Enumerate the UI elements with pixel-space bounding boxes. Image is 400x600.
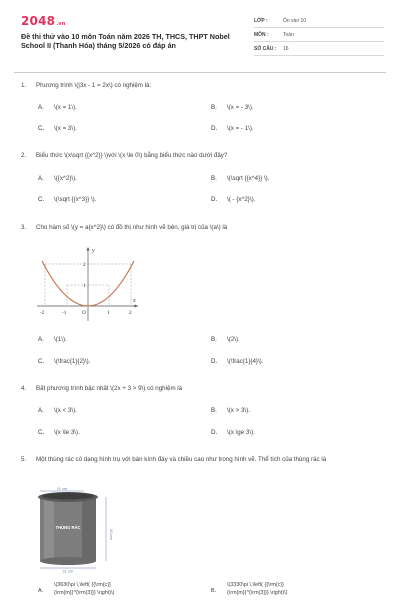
header-divider — [14, 72, 386, 73]
option-label: C. — [38, 358, 45, 365]
question-text: Bất phương trình bậc nhất \(2x + 3 > 9\) có nghiệm là — [36, 385, 183, 392]
option-label: B. — [211, 175, 217, 182]
logo-text: 2048 — [21, 14, 56, 28]
bottom-dimension-label: 11 cm — [62, 568, 74, 573]
meta-value: Toán — [283, 32, 294, 38]
side-dimension-label: 30 cm — [109, 529, 114, 540]
exam-title: Đề thi thử vào 10 môn Toán năm 2026 TH, THCS, THPT Nobel School II (Thanh Hóa) tháng 5/2026 có đáp án — [21, 32, 230, 50]
bin-base — [40, 557, 96, 565]
logo-suffix: .vn — [56, 21, 66, 27]
option-text: \(x = - 3\). — [227, 104, 254, 111]
option-text: \( - {x^2}\). — [227, 196, 256, 203]
option-text: \(x \ge 3\). — [227, 429, 255, 436]
option-a[interactable] — [38, 336, 67, 344]
option-c[interactable] — [38, 429, 80, 437]
option-text: \(x \le 3\). — [54, 429, 80, 436]
option-text-line: \(3330\pi \,\left( {{\rm{c}} — [227, 582, 284, 588]
question-number: 4. — [21, 385, 27, 392]
question-1 — [21, 82, 381, 132]
y-tick-label: 2 — [83, 262, 86, 268]
question-number: 2. — [21, 152, 27, 159]
option-b[interactable] — [211, 407, 250, 415]
option-text: \(x < 3\). — [54, 407, 77, 414]
x-tick-label: -2 — [40, 310, 45, 316]
option-c[interactable] — [38, 358, 90, 366]
origin-label: O — [82, 310, 86, 316]
bin-label: THÙNG RÁC — [55, 525, 81, 530]
site-logo[interactable] — [21, 14, 66, 28]
option-label: B. — [211, 336, 217, 343]
option-text: \(\sqrt {{x^3}} \). — [54, 196, 97, 203]
meta-label: MÔN : — [254, 32, 269, 38]
option-text: \(x = 1\). — [54, 104, 77, 111]
option-label: A. — [38, 104, 44, 111]
option-text: \(x > 3\). — [227, 407, 250, 414]
option-text: \(\frac{1}{4}\). — [227, 358, 264, 365]
y-axis-label: y — [92, 248, 95, 254]
option-text: \(\sqrt {{x^4}} \). — [227, 175, 270, 182]
parabola-graph — [36, 245, 140, 323]
meta-value: 16 — [283, 46, 289, 52]
option-label: B. — [211, 588, 217, 594]
x-axis-label: x — [133, 298, 136, 304]
question-number: 1. — [21, 82, 27, 89]
option-b[interactable] — [211, 175, 269, 183]
y-tick-label: 1 — [83, 283, 86, 289]
option-label: A. — [38, 588, 44, 594]
option-label: C. — [38, 125, 45, 132]
option-label: D. — [211, 358, 218, 365]
question-number: 3. — [21, 224, 27, 231]
option-text-line: {\rm{m}}^{\rm{3}}} \right)\) — [54, 589, 115, 596]
option-b[interactable] — [211, 336, 240, 344]
option-text: \({x^2}\). — [54, 175, 77, 182]
question-text: Biểu thức \(x\sqrt {{x^2}} \)với \(x \le 0\) bằng biểu thức nào dưới đây? — [36, 152, 228, 159]
option-b[interactable] — [211, 582, 361, 597]
exam-meta — [254, 16, 384, 58]
option-label: D. — [211, 429, 218, 436]
meta-value: Ôn vào 10 — [283, 18, 307, 24]
option-label: A. — [38, 175, 44, 182]
question-number: 5. — [21, 456, 27, 463]
option-a[interactable] — [38, 175, 77, 183]
option-c[interactable] — [38, 196, 96, 204]
option-d[interactable] — [211, 125, 254, 133]
meta-row-count — [254, 44, 384, 56]
option-c[interactable] — [38, 125, 77, 133]
option-text: \(2\). — [227, 336, 240, 343]
question-text: Một thùng rác có dạng hình trụ với bán kính đáy và chiều cao như trong hình vẽ. Thể tích của thùng rác là — [36, 456, 327, 463]
option-a[interactable] — [38, 407, 77, 415]
option-label: D. — [211, 196, 218, 203]
question-4 — [21, 385, 381, 435]
x-tick-label: -1 — [62, 310, 67, 316]
x-tick-label: 2 — [129, 310, 132, 316]
option-text: \(x = 3\). — [54, 125, 77, 132]
meta-row-subject — [254, 30, 384, 42]
question-2 — [21, 152, 381, 202]
meta-label: SỐ CÂU : — [254, 46, 277, 52]
option-d[interactable] — [211, 358, 263, 366]
option-label: B. — [211, 104, 217, 111]
option-label: D. — [211, 125, 218, 132]
option-text: \(\frac{1}{2}\). — [54, 358, 91, 365]
option-text-line: {\rm{m}}^{\rm{3}}} \right)\) — [227, 589, 288, 596]
option-d[interactable] — [211, 196, 255, 204]
option-label: B. — [211, 407, 217, 414]
meta-label: LỚP : — [254, 18, 268, 24]
trash-bin-figure — [26, 485, 126, 573]
option-label: A. — [38, 407, 44, 414]
meta-row-class — [254, 16, 384, 28]
option-a[interactable] — [38, 582, 188, 597]
option-b[interactable] — [211, 104, 254, 112]
option-label: A. — [38, 336, 44, 343]
option-label: C. — [38, 196, 45, 203]
option-a[interactable] — [38, 104, 77, 112]
option-d[interactable] — [211, 429, 255, 437]
option-text: \(1\). — [54, 336, 67, 343]
option-text: \(x = - 1\). — [227, 125, 254, 132]
x-tick-label: 1 — [107, 310, 110, 316]
question-text: Cho hàm số \(y = a{x^2}\) có đồ thị như hình vẽ bên, giá trị của \(a\) là — [36, 224, 228, 231]
top-dimension-label: 11 cm — [56, 486, 68, 491]
question-text: Phương trình \(|3x - 1 = 2x\) có nghiệm là: — [36, 82, 152, 89]
option-label: C. — [38, 429, 45, 436]
option-text-line: \(3630\pi \,\left( {{\rm{c}} — [54, 582, 111, 588]
